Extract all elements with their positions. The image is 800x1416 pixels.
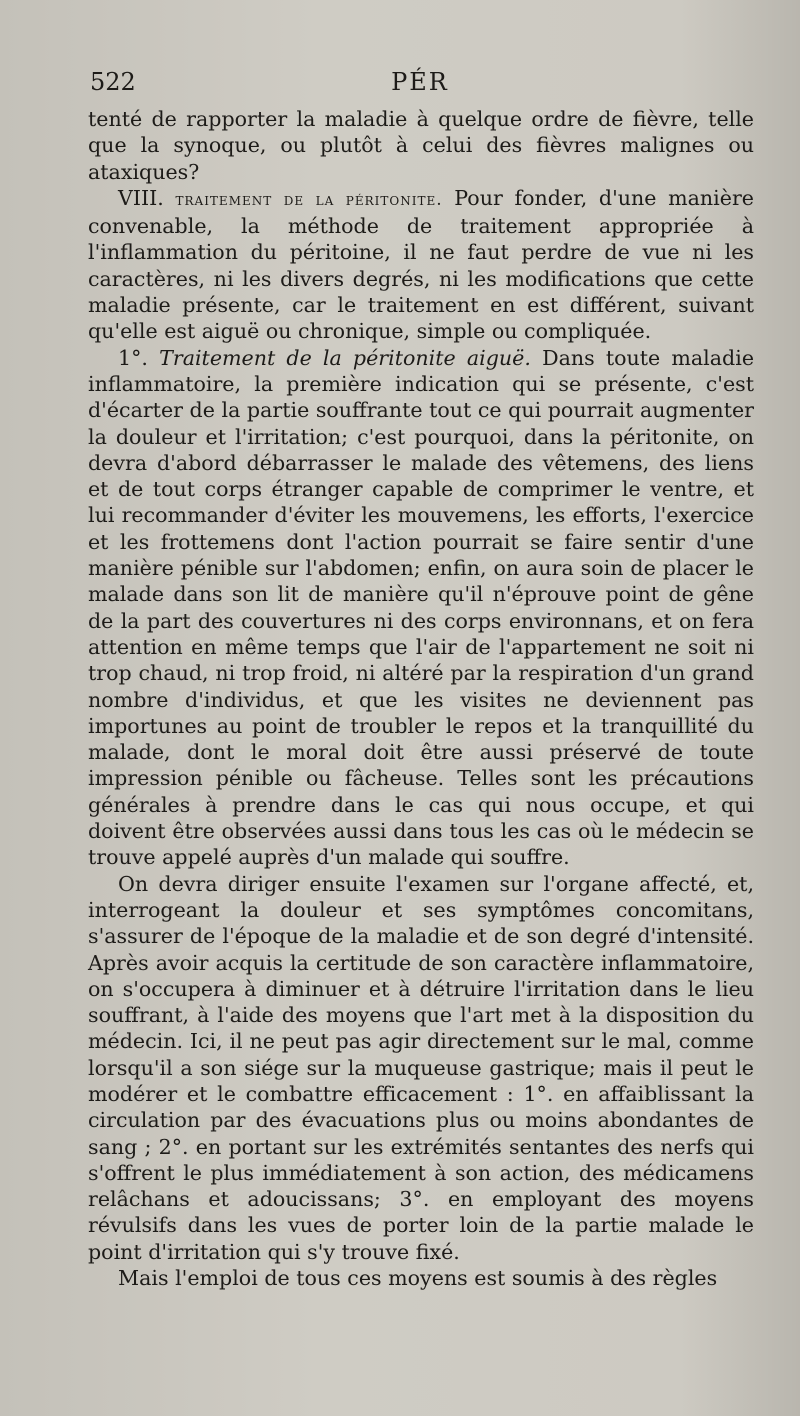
subsection-heading: Traitement de la péritonite aiguë. bbox=[159, 345, 531, 370]
page-header bbox=[90, 68, 750, 102]
paragraph-examination: On devra diriger ensuite l'examen sur l'organe affecté, et, interrogeant la douleur et ses symptômes concomitans, s'assurer de l'époque de la maladie et de son degré d'intensité. Après avoir acquis la certitude de son caractère inflammatoire, on s'occupera à diminuer et à détruire l'irritation dans le lieu souffrant, à l'aide des moyens que l'art met à la disposition du médecin. Ici, il ne peut pas agir directement sur le mal, comme lorsqu'il a son siége sur la muqueuse gastrique; mais il peut le modérer et le combattre efficacement : 1°. en affaiblissant la circulation par des évacuations plus ou moins abondantes de sang ; 2°. en portant sur les extrémités sentantes des nerfs qui s'offrent le plus immédiatement à son action, des médicamens relâchans et adoucissans; 3°. en employant des moyens révulsifs dans les vues de porter loin de la partie malade le point d'irritation qui s'y trouve fixé. bbox=[88, 871, 754, 1264]
page-body bbox=[88, 106, 754, 1291]
paragraph-final: Mais l'emploi de tous ces moyens est soumis à des règles bbox=[118, 1266, 718, 1291]
subsection-number: 1°. bbox=[118, 345, 148, 370]
paragraph-acute: 1°. Traitement de la péritonite aiguë. Dans toute maladie inflammatoire, la première indication qui se présente, c'est d'écarter de la partie souffrante tout ce qui pourrait augmenter la douleur et l'irritation; c'est pourquoi, dans la péritonite, on devra d'abord débarrasser le malade des vêtemens, des liens et de tout corps étranger capable de comprimer le ventre, et lui recommander d'éviter les mouvemens, les efforts, l'exercice et les frottemens dont l'action pourrait se faire sentir d'une manière pénible sur l'abdomen; enfin, on aura soin de placer le malade dans son lit de manière qu'il n'éprouve point de gêne de la part des couvertures ni des corps environnans, et on fera attention en même temps que l'air de l'appartement ne soit ni trop chaud, ni trop froid, ni altéré par la respiration d'un grand nombre d'individus, et que les visites ne deviennent pas importunes au point de troubler le repos et la tranquillité du malade, dont le moral doit être aussi préservé de toute impression pénible ou fâcheuse. Telles sont les précautions générales à prendre dans le cas qui nous occupe, et qui doivent être observées aussi dans tous les cas où le médecin se trouve appelé auprès d'un malade qui souffre. bbox=[88, 345, 755, 870]
paragraph-section-viii: VIII. traitement de la péritonite. Pour fonder, d'une manière convenable, la méthode de traitement appropriée à l'inflammation du péritoine, il ne faut perdre de vue ni les caractères, ni les divers degrés, ni les modifications que cette maladie présente, car le traitement en est différent, suivant qu'elle est aiguë ou chronique, simple ou compliquée. bbox=[88, 185, 754, 344]
section-heading: traitement de la péritonite. bbox=[175, 189, 443, 210]
running-head: PÉR bbox=[391, 68, 449, 96]
page-number: 522 bbox=[90, 68, 136, 96]
section-number: VIII. bbox=[118, 185, 164, 210]
paragraph-continuation: tenté de rapporter la maladie à quelque ordre de fièvre, telle que la synoque, ou plutôt à celui des fièvres malignes ou ataxiques? bbox=[88, 107, 754, 184]
